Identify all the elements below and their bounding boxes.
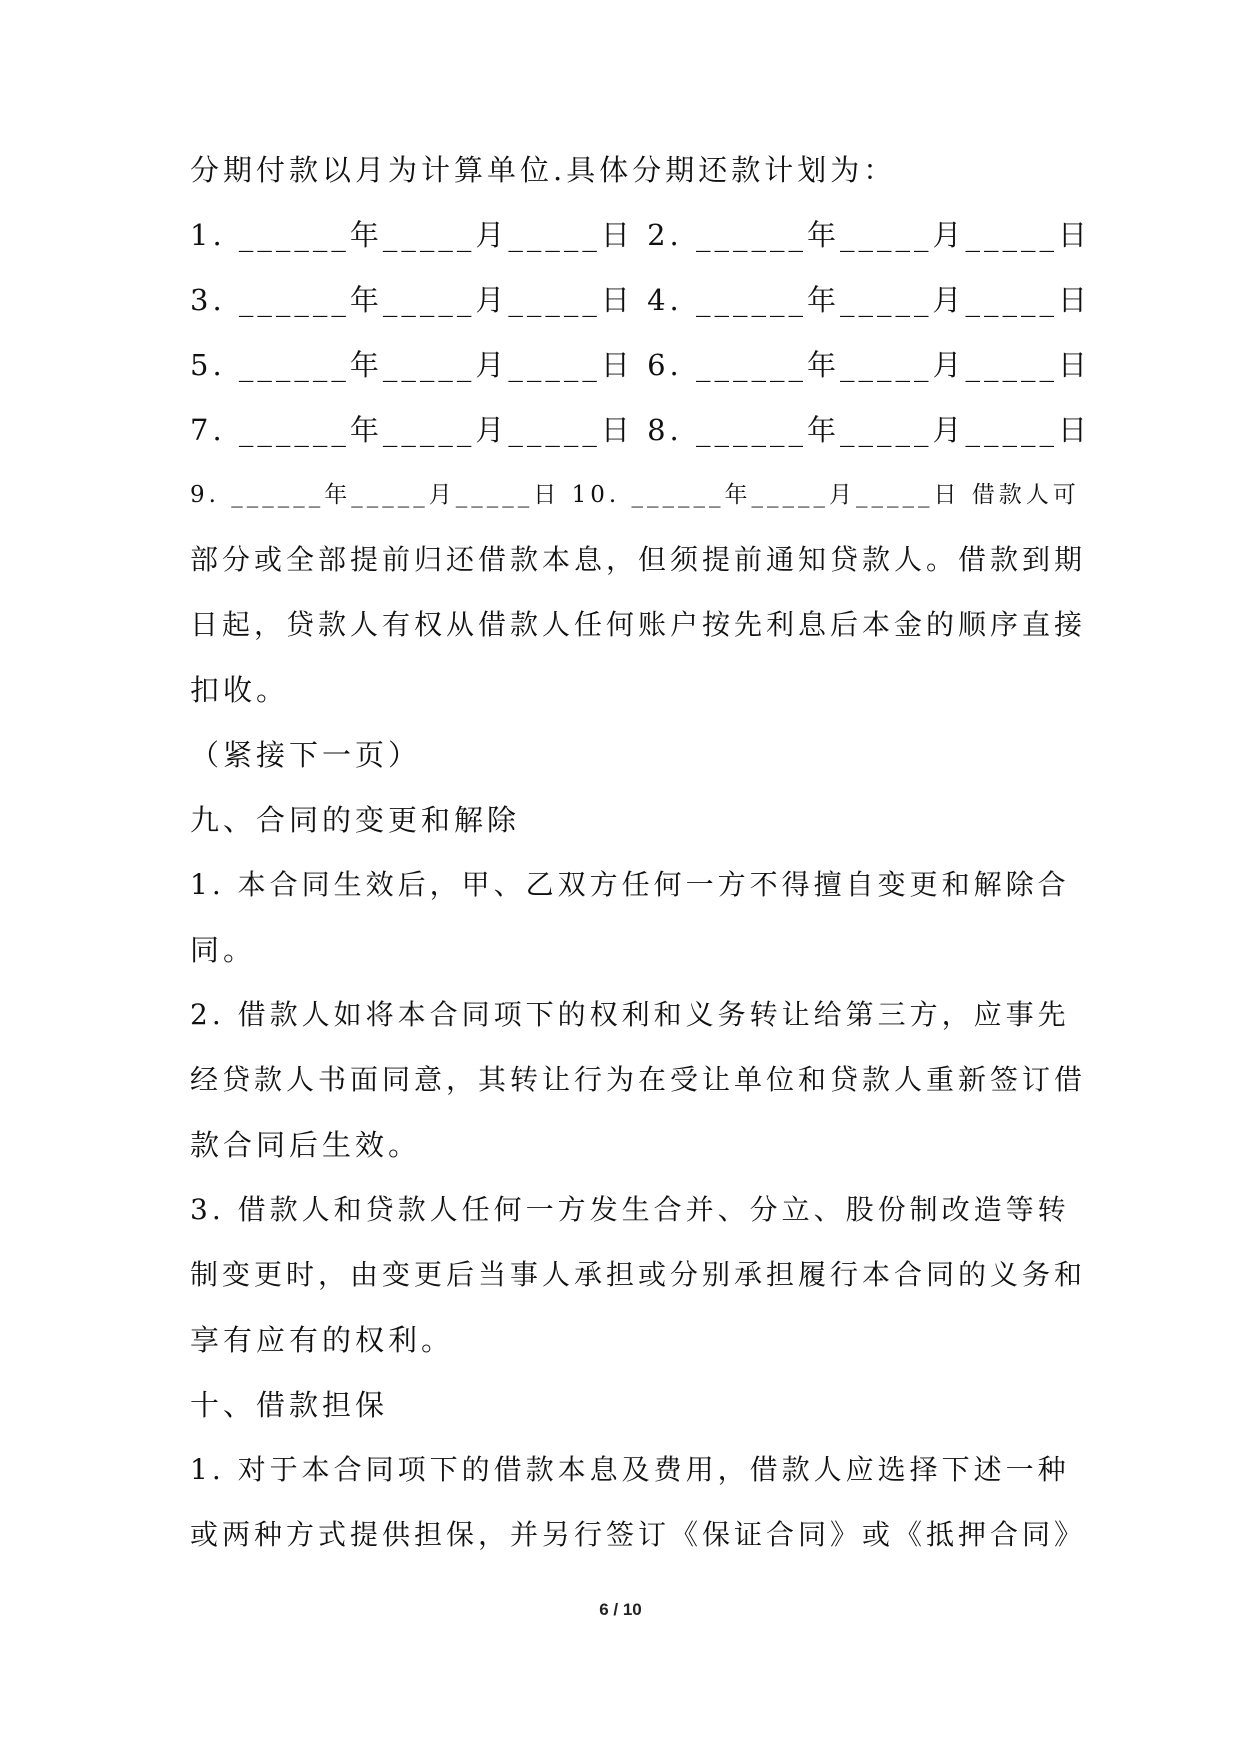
- text-line: 款合同后生效。: [190, 1128, 422, 1162]
- text-line: 同。: [190, 933, 257, 967]
- section-heading: 十、借款担保: [190, 1388, 389, 1422]
- text-line: 或两种方式提供担保，并另行签订《保证合同》或《抵押合同》: [190, 1518, 1087, 1551]
- text-line: 3. 借款人和贷款人任何一方发生合并、分立、股份制改造等转: [190, 1193, 1070, 1226]
- text-line: 经贷款人书面同意，其转让行为在受让单位和贷款人重新签订借: [190, 1063, 1087, 1096]
- text-line: 1. 本合同生效后，甲、乙双方任何一方不得擅自变更和解除合: [190, 868, 1070, 901]
- continuation-note: （紧接下一页）: [190, 738, 422, 772]
- schedule-line: 1. ______年_____月_____日 2. ______年_____月_____日: [190, 218, 1091, 252]
- schedule-line: 7. ______年_____月_____日 8. ______年_____月_____日: [190, 413, 1091, 447]
- text-line: 制变更时，由变更后当事人承担或分别承担履行本合同的义务和: [190, 1258, 1087, 1291]
- text-line: 1. 对于本合同项下的借款本息及费用，借款人应选择下述一种: [190, 1453, 1070, 1486]
- schedule-line: 5. ______年_____月_____日 6. ______年_____月_____日: [190, 348, 1091, 382]
- page-number: 6 / 10: [599, 1600, 642, 1619]
- text-line: 扣收。: [190, 673, 290, 707]
- schedule-line: 9. ______年_____月_____日 10. ______年_____月_____日 借款人可: [190, 482, 1080, 508]
- schedule-line: 3. ______年_____月_____日 4. ______年_____月_____日: [190, 283, 1091, 317]
- text-line: 2. 借款人如将本合同项下的权利和义务转让给第三方，应事先: [190, 998, 1070, 1031]
- text-line: 日起，贷款人有权从借款人任何账户按先利息后本金的顺序直接: [190, 608, 1087, 641]
- text-line: 分期付款以月为计算单位.具体分期还款计划为：: [190, 153, 897, 187]
- text-line: 部分或全部提前归还借款本息，但须提前通知贷款人。借款到期: [190, 543, 1087, 576]
- text-line: 享有应有的权利。: [190, 1323, 455, 1357]
- section-heading: 九、合同的变更和解除: [190, 803, 521, 837]
